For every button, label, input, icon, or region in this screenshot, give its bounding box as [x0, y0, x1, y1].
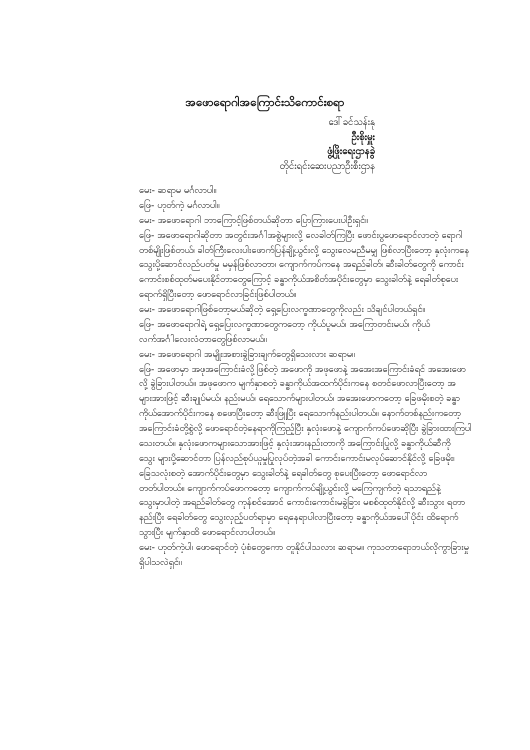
body-line: ရောက်ရှိပြီးတော့ ဖောရောင်လာခြင်းဖြစ်ပါတယ်။ [139, 289, 297, 300]
body-line: မေး- ဟုတ်ကဲ့ပါ၊ ဖောရောင်တဲ့ ပုံစံတွေကော တူနိုင်ပါသလား ဆရာမ။ ကုသတာရောဘယ်လိုကွာခြားမှု [139, 542, 469, 553]
body-line: ကိုယ်အောက်ပိုင်းကနေ စဖောပြီးတော့ ဆီးဖြူပြီး ရေသောက်နည်းပါတယ်။ နောက်တစ်နည်းကတော့ [139, 408, 461, 419]
body-line: ဖြေ- အဖောရောဂါဆိုတာ အတွင်းအင်္ဂါအစွဲများလို့ လေခါတ်ကြပြီး ဖောင်းပွဖောရောင်လာတဲ့ ရောဂါ [139, 230, 463, 241]
body-line: မေး- အဖောရောဂါ ဘာကြောင့်ဖြစ်တယ်ဆိုတာ ပြောကြားပေးပါဦးရှင်။ [139, 215, 368, 226]
body-line: မေး- ဆရာမ မင်္ဂလာပါ။ [139, 185, 217, 196]
body-line: မေး- အဖောရောဂါဖြစ်တော့မယ်ဆိုတဲ့ ရှေ့ပြေးလက္ခဏာတွေကိုလည်း သိချင်ပါတယ်ရှင်။ [139, 304, 426, 315]
body-line: များအားဖြင့် ဆီးချုပ်မယ်၊ နည်းမယ်၊ ရေသောက်များပါတယ်၊ အအေးဖောကတော့ ခြေဖမိုးစတဲ့ ခန္ဓာ [139, 393, 460, 404]
byline-line: ဖွံ့ဖြိုးရေးဌာနခွဲ [327, 146, 375, 157]
body-line: အကြောင်းခံတို့စွဲလို့ ဖောရောင်တဲ့နေရာကိုကြည့်ပြီး နှလုံးဖောနဲ့ ကျောက်ကပ်ဖောဆိုပြီး ခွဲခြားထားကြပါ [139, 423, 472, 434]
body-line: ခြေသလုံးစတဲ့ အောက်ပိုင်းတွေမှာ သွေးခါတ်နဲ့ ရေခါတ်တွေ စုပေးပြီးတော့ ဖောရောင်လာ [139, 468, 428, 479]
body-line: နည်းပြီး ရေခါတ်တွေ သွေးလှည့်ပတ်ရာမှာ ရေနေရာပါလာပြီးတော့ ခန္ဓာကိုယ်အပေါ်ပိုင်း ထိရောက် [139, 512, 459, 523]
byline-line: ဦးစိုးမှူး [351, 132, 375, 143]
body-line: ရှိပါသလဲရှင်။ [139, 557, 182, 568]
body-line: သွေးပို့ဆောင်လည်ပတ်မှု မမှန်ဖြစ်လာတာ၊ ကျောက်ကပ်ကနေ အရည်ခါတ်၊ ဆီးခါတ်တွေကို ကောင်း [139, 259, 464, 270]
body-line: ဖြေ- အဖောရောဂါရဲ့ ရှေ့ပြေးလက္ခဏာတွေကတော့ ကိုယ်ပူမယ်၊ အကြောတင်းမယ်၊ ကိုယ် [139, 319, 431, 330]
body-line: မေး- အဖောရောဂါ အမျိုးအစားခွဲခြားချက်တွေရှိသေးလား ဆရာမ။ [139, 349, 355, 360]
byline-line: တိုင်းရင်းဆေးပညာဦးစီးဌာန [279, 161, 375, 172]
body-line: တစ်မျိုးဖြစ်တယ်၊ ခါတ်ကြီးလေးပါးဖောက်ပြန်ချို့ယွင်းလို့ သွေးလေမညီမမျှ ဖြစ်လာပြီးတော့ နှလုံးကနေ [139, 245, 470, 256]
body-line: လက်အင်္ဂါလေးလံတာတွေဖြစ်လာမယ်။ [139, 334, 267, 345]
body-line: ကောင်းစစ်ထုတ်မပေးနိုင်တာတွေကြောင့် ခန္ဓာကိုယ်အစိတ်အပိုင်းတွေမှာ သွေးခါတ်နဲ့ ရေခါတ်စုပေး [139, 274, 459, 285]
byline-line: ဒေါ်ခင်သန်းနု [328, 117, 375, 128]
body-line: တတ်ပါတယ်။ ကျောက်ကပ်ဖောကတော့ ကျောက်ကပ်ချို့ယွင်းလို့ မကြေကျက်တဲ့ ရသာရည်နဲ့ [139, 483, 441, 494]
body-line: ဖြေ- အဖောမှာ အဖုအကြောင်းခံလို့ဖြစ်တဲ့ အဖောကို အဖုဖောနဲ့ အအေးအကြောင်းခံရင် အအေးဖော [139, 364, 466, 375]
body-line: သွေးမှာပါတဲ့ အရည်ခါတ်တွေ ကုန်စင်အောင် ကောင်းကောင်းမခွဲခြား မစစ်ထုတ်နိုင်လို့ ဆီးသွား ရတာ [139, 497, 466, 508]
body-line: လို့ ခွဲခြားပါတယ်။ အဖုဖောက မျက်နှာစတဲ့ ခန္ဓာကိုယ်အထက်ပိုင်းကနေ စတင်ဖောလာပြီးတော့ အ [139, 378, 456, 389]
body-line: သွားပြီး မျက်နှာထိ ဖောရောင်လာပါတယ်။ [139, 527, 276, 538]
body-line: သေးတယ်။ နှလုံးဖောကများသောအားဖြင့် နှလုံးအားနည်းတာကို အကြောင်းပြုလို့ ခန္ဓာကိုယ်ဆီကို [139, 438, 451, 449]
page-title: အဖောရောဂါအကြောင်းသိကောင်းစရာ [185, 95, 345, 109]
body-line: ဖြေ- ဟုတ်ကဲ့ မင်္ဂလာပါ။ [139, 200, 220, 211]
body-line: သွေး များပို့ဆောင်တာ ပြန်လည်စုပ်ယူမှုပြုလုပ်တဲ့အခါ ကောင်းကောင်းမလုပ်ဆောင်နိုင်လို့ ခြေဖမိုး၊ [139, 453, 455, 464]
